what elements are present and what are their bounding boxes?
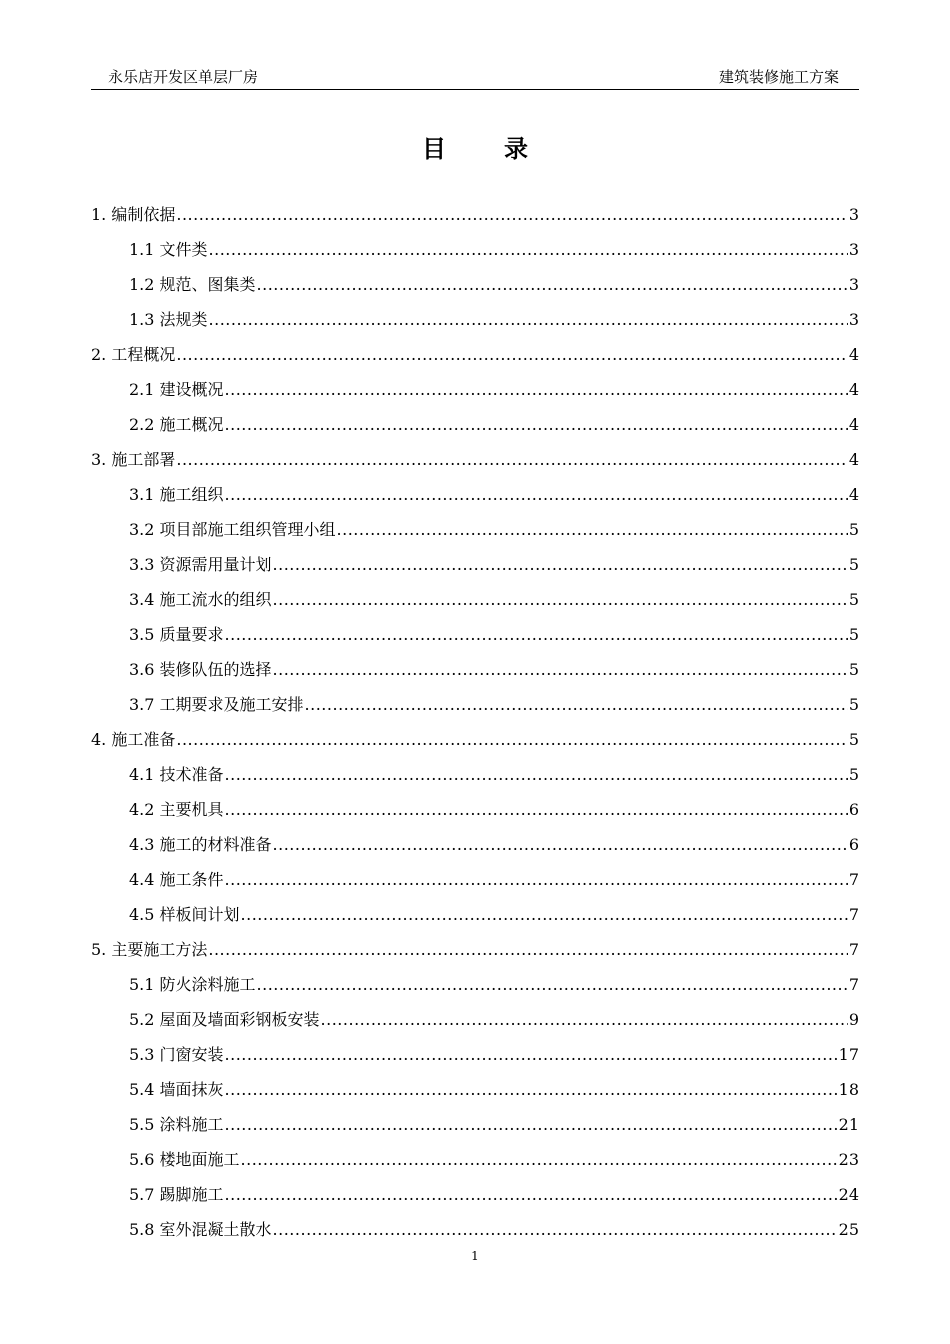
toc-entry-page: 6 (848, 835, 859, 854)
toc-entry-title: 4.2 主要机具 (129, 800, 224, 819)
toc-entry[interactable] (91, 1146, 859, 1181)
toc-leader-dots (225, 866, 848, 894)
toc-entry[interactable] (91, 1111, 859, 1146)
toc-entry[interactable] (91, 481, 859, 516)
toc-entry-title: 4.4 施工条件 (129, 870, 224, 889)
toc-leader-dots (241, 1146, 838, 1174)
toc-entry[interactable] (91, 516, 859, 551)
toc-leader-dots (257, 271, 848, 299)
toc-leader-dots (176, 446, 847, 474)
toc-entry-page: 3 (848, 205, 859, 224)
toc-leader-dots (209, 306, 848, 334)
toc-leader-dots (337, 516, 848, 544)
toc-entry-page: 4 (848, 485, 859, 504)
toc-leader-dots (176, 201, 847, 229)
toc-entry-page: 5 (848, 730, 859, 749)
toc-entry-page: 6 (848, 800, 859, 819)
toc-leader-dots (273, 586, 848, 614)
toc-title: 目录 (422, 134, 586, 163)
toc-entry-title: 5.5 涂料施工 (129, 1115, 224, 1134)
toc-entry-page: 9 (848, 1010, 859, 1029)
toc-leader-dots (176, 726, 847, 754)
toc-entry[interactable] (91, 761, 859, 796)
toc-entry[interactable] (91, 376, 859, 411)
toc-entry-page: 7 (848, 870, 859, 889)
toc-leader-dots (305, 691, 848, 719)
toc-entry-title: 3.7 工期要求及施工安排 (129, 695, 304, 714)
page-number: 1 (471, 1249, 479, 1263)
toc-entry-title: 2. 工程概况 (91, 345, 176, 364)
toc-entry-page: 5 (848, 765, 859, 784)
toc-entry[interactable] (91, 656, 859, 691)
toc-entry[interactable] (91, 936, 859, 971)
toc-leader-dots (273, 831, 848, 859)
toc-leader-dots (225, 481, 848, 509)
toc-entry-page: 17 (838, 1045, 859, 1064)
toc-entry-page: 5 (848, 695, 859, 714)
toc-leader-dots (273, 1216, 838, 1244)
header-document-title: 建筑装修施工方案 (718, 68, 839, 86)
toc-leader-dots (225, 1076, 838, 1104)
toc-entry-title: 4.1 技术准备 (129, 765, 224, 784)
toc-entry[interactable] (91, 341, 859, 376)
toc-entry[interactable] (91, 691, 859, 726)
toc-entry-page: 18 (838, 1080, 859, 1099)
toc-entry-page: 4 (848, 345, 859, 364)
toc-leader-dots (225, 621, 848, 649)
toc-leader-dots (208, 936, 847, 964)
toc-leader-dots (225, 1181, 838, 1209)
toc-leader-dots (176, 341, 847, 369)
toc-entry-page: 7 (848, 975, 859, 994)
toc-entry-title: 5.1 防火涂料施工 (129, 975, 256, 994)
toc-entry-page: 4 (848, 415, 859, 434)
toc-entry[interactable] (91, 551, 859, 586)
toc-entry[interactable] (91, 306, 859, 341)
toc-entry-page: 3 (848, 240, 859, 259)
toc-entry[interactable] (91, 1041, 859, 1076)
toc-entry-title: 5.8 室外混凝土散水 (129, 1220, 272, 1239)
toc-leader-dots (273, 656, 848, 684)
toc-entry[interactable] (91, 1181, 859, 1216)
toc-entry-title: 5.2 屋面及墙面彩钢板安装 (129, 1010, 320, 1029)
page-header (91, 68, 859, 90)
toc-entry-title: 4.3 施工的材料准备 (129, 835, 272, 854)
toc-leader-dots (225, 1111, 838, 1139)
toc-entry-page: 7 (848, 940, 859, 959)
toc-leader-dots (225, 796, 848, 824)
toc-entry-title: 3.2 项目部施工组织管理小组 (129, 520, 336, 539)
toc-entry-page: 5 (848, 555, 859, 574)
toc-leader-dots (241, 901, 848, 929)
toc-entry[interactable] (91, 201, 859, 236)
toc-entry[interactable] (91, 236, 859, 271)
toc-entry-page: 5 (848, 590, 859, 609)
toc-leader-dots (225, 1041, 838, 1069)
toc-entry[interactable] (91, 621, 859, 656)
toc-leader-dots (225, 761, 848, 789)
toc-entry-title: 1.1 文件类 (129, 240, 208, 259)
toc-entry-title: 3.3 资源需用量计划 (129, 555, 272, 574)
toc-leader-dots (225, 411, 848, 439)
toc-entry-title: 1.3 法规类 (129, 310, 208, 329)
toc-entry-page: 4 (848, 380, 859, 399)
toc-entry[interactable] (91, 971, 859, 1006)
toc-entry-title: 4.5 样板间计划 (129, 905, 240, 924)
toc-entry-page: 24 (838, 1185, 859, 1204)
toc-entry-title: 3.4 施工流水的组织 (129, 590, 272, 609)
toc-entry[interactable] (91, 726, 859, 761)
toc-entry-page: 4 (848, 450, 859, 469)
toc-entry-page: 21 (838, 1115, 859, 1134)
toc-entry[interactable] (91, 1076, 859, 1111)
toc-entry-page: 3 (848, 310, 859, 329)
toc-entry-title: 4. 施工准备 (91, 730, 176, 749)
toc-entry[interactable] (91, 1216, 859, 1251)
table-of-contents (91, 201, 859, 1251)
toc-entry-title: 5.7 踢脚施工 (129, 1185, 224, 1204)
toc-entry-title: 1.2 规范、图集类 (129, 275, 256, 294)
toc-leader-dots (257, 971, 848, 999)
toc-entry-title: 5.4 墙面抹灰 (129, 1080, 224, 1099)
toc-entry[interactable] (91, 831, 859, 866)
toc-entry-page: 5 (848, 625, 859, 644)
toc-entry[interactable] (91, 796, 859, 831)
toc-entry-page: 23 (838, 1150, 859, 1169)
toc-entry-title: 5.3 门窗安装 (129, 1045, 224, 1064)
toc-entry[interactable] (91, 411, 859, 446)
toc-entry[interactable] (91, 1006, 859, 1041)
toc-entry-page: 7 (848, 905, 859, 924)
toc-leader-dots (225, 376, 848, 404)
toc-entry-title: 3.6 装修队伍的选择 (129, 660, 272, 679)
toc-leader-dots (209, 236, 848, 264)
toc-entry[interactable] (91, 901, 859, 936)
toc-entry-page: 3 (848, 275, 859, 294)
toc-entry-title: 2.2 施工概况 (129, 415, 224, 434)
header-project-name: 永乐店开发区单层厂房 (108, 68, 259, 86)
toc-entry-page: 5 (848, 520, 859, 539)
toc-entry-page: 25 (838, 1220, 859, 1239)
toc-entry-title: 5.6 楼地面施工 (129, 1150, 240, 1169)
toc-entry[interactable] (91, 866, 859, 901)
toc-entry-title: 3.5 质量要求 (129, 625, 224, 644)
toc-entry[interactable] (91, 586, 859, 621)
toc-entry-title: 5. 主要施工方法 (91, 940, 208, 959)
toc-leader-dots (273, 551, 848, 579)
toc-entry-title: 1. 编制依据 (91, 205, 176, 224)
toc-entry[interactable] (91, 446, 859, 481)
toc-entry[interactable] (91, 271, 859, 306)
toc-entry-title: 2.1 建设概况 (129, 380, 224, 399)
toc-entry-title: 3. 施工部署 (91, 450, 176, 469)
toc-leader-dots (321, 1006, 848, 1034)
toc-entry-title: 3.1 施工组织 (129, 485, 224, 504)
toc-entry-page: 5 (848, 660, 859, 679)
